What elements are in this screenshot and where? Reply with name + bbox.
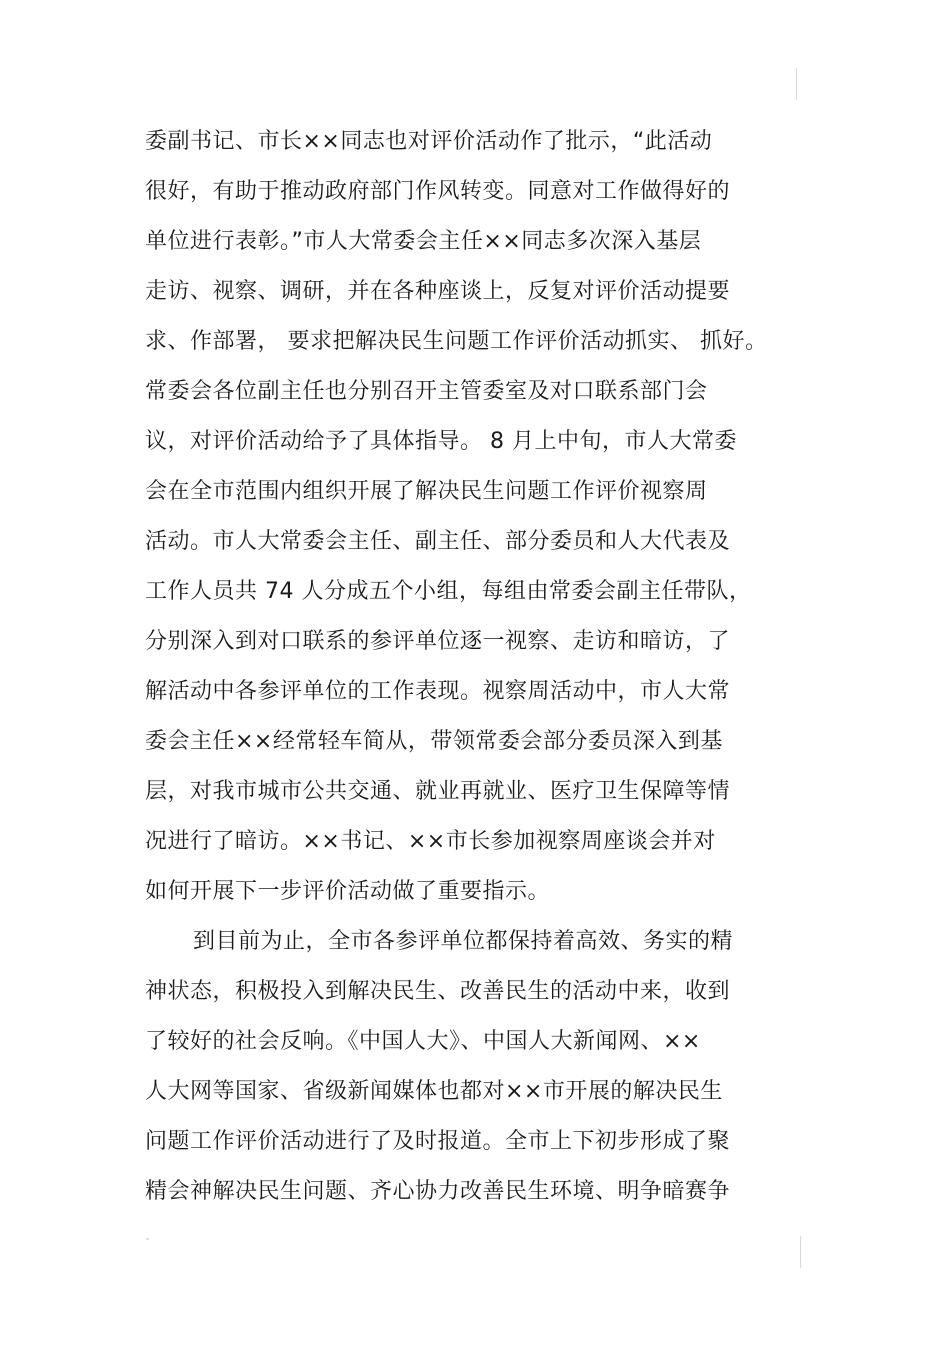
text-line: 求、作部署， 要求把解决民生问题工作评价活动抓实、 抓好。 — [145, 329, 768, 354]
text-line: 常委会各位副主任也分别召开主管委室及对口联系部门会 — [145, 379, 708, 404]
text-line: 议，对评价活动给予了具体指导。 8 月上中旬，市人大常委 — [145, 429, 737, 454]
text-line: 如何开展下一步评价活动做了重要指示。 — [145, 879, 551, 904]
margin-mark-bottom — [800, 1236, 801, 1268]
text-line: 层，对我市城市公共交通、就业再就业、医疗卫生保障等情 — [145, 779, 731, 804]
text-line: 况进行了暗访。××书记、××市长参加视察周座谈会并对 — [145, 829, 716, 854]
text-line: 神状态，积极投入到解决民生、改善民生的活动中来，收到 — [145, 979, 731, 1004]
text-line: 解活动中各参评单位的工作表现。视察周活动中，市人大常 — [145, 679, 731, 704]
text-line: 很好，有助于推动政府部门作风转变。同意对工作做得好的 — [145, 179, 731, 204]
text-line: 委副书记、市长××同志也对评价活动作了批示，“此活动 — [145, 129, 713, 154]
text-line: 了较好的社会反响。《中国人大》、中国人大新闻网、×× — [145, 1029, 701, 1054]
text-line: 人大网等国家、省级新闻媒体也都对××市开展的解决民生 — [145, 1079, 723, 1104]
text-line: 问题工作评价活动进行了及时报道。全市上下初步形成了聚 — [145, 1129, 731, 1154]
paragraph-first-line: 到目前为止，全市各参评单位都保持着高效、务实的精 — [193, 929, 734, 954]
text-line: 会在全市范围内组织开展了解决民生问题工作评价视察周 — [145, 479, 708, 504]
margin-mark-dot — [146, 1238, 149, 1240]
text-line: 单位进行表彰。”市人大常委会主任××同志多次深入基层 — [145, 229, 702, 254]
text-line: 精会神解决民生问题、齐心协力改善民生环境、明争暗赛争 — [145, 1179, 731, 1204]
text-line: 工作人员共 74 人分成五个小组，每组由常委会副主任带队， — [145, 579, 752, 604]
margin-mark-top — [796, 68, 797, 100]
text-line: 分别深入到对口联系的参评单位逐一视察、走访和暗访，了 — [145, 629, 731, 654]
text-line: 委会主任××经常轻车简从，带领常委会部分委员深入到基 — [145, 729, 723, 754]
text-line: 走访、视察、调研，并在各种座谈上，反复对评价活动提要 — [145, 279, 731, 304]
text-line: 活动。市人大常委会主任、副主任、部分委员和人大代表及 — [145, 529, 731, 554]
